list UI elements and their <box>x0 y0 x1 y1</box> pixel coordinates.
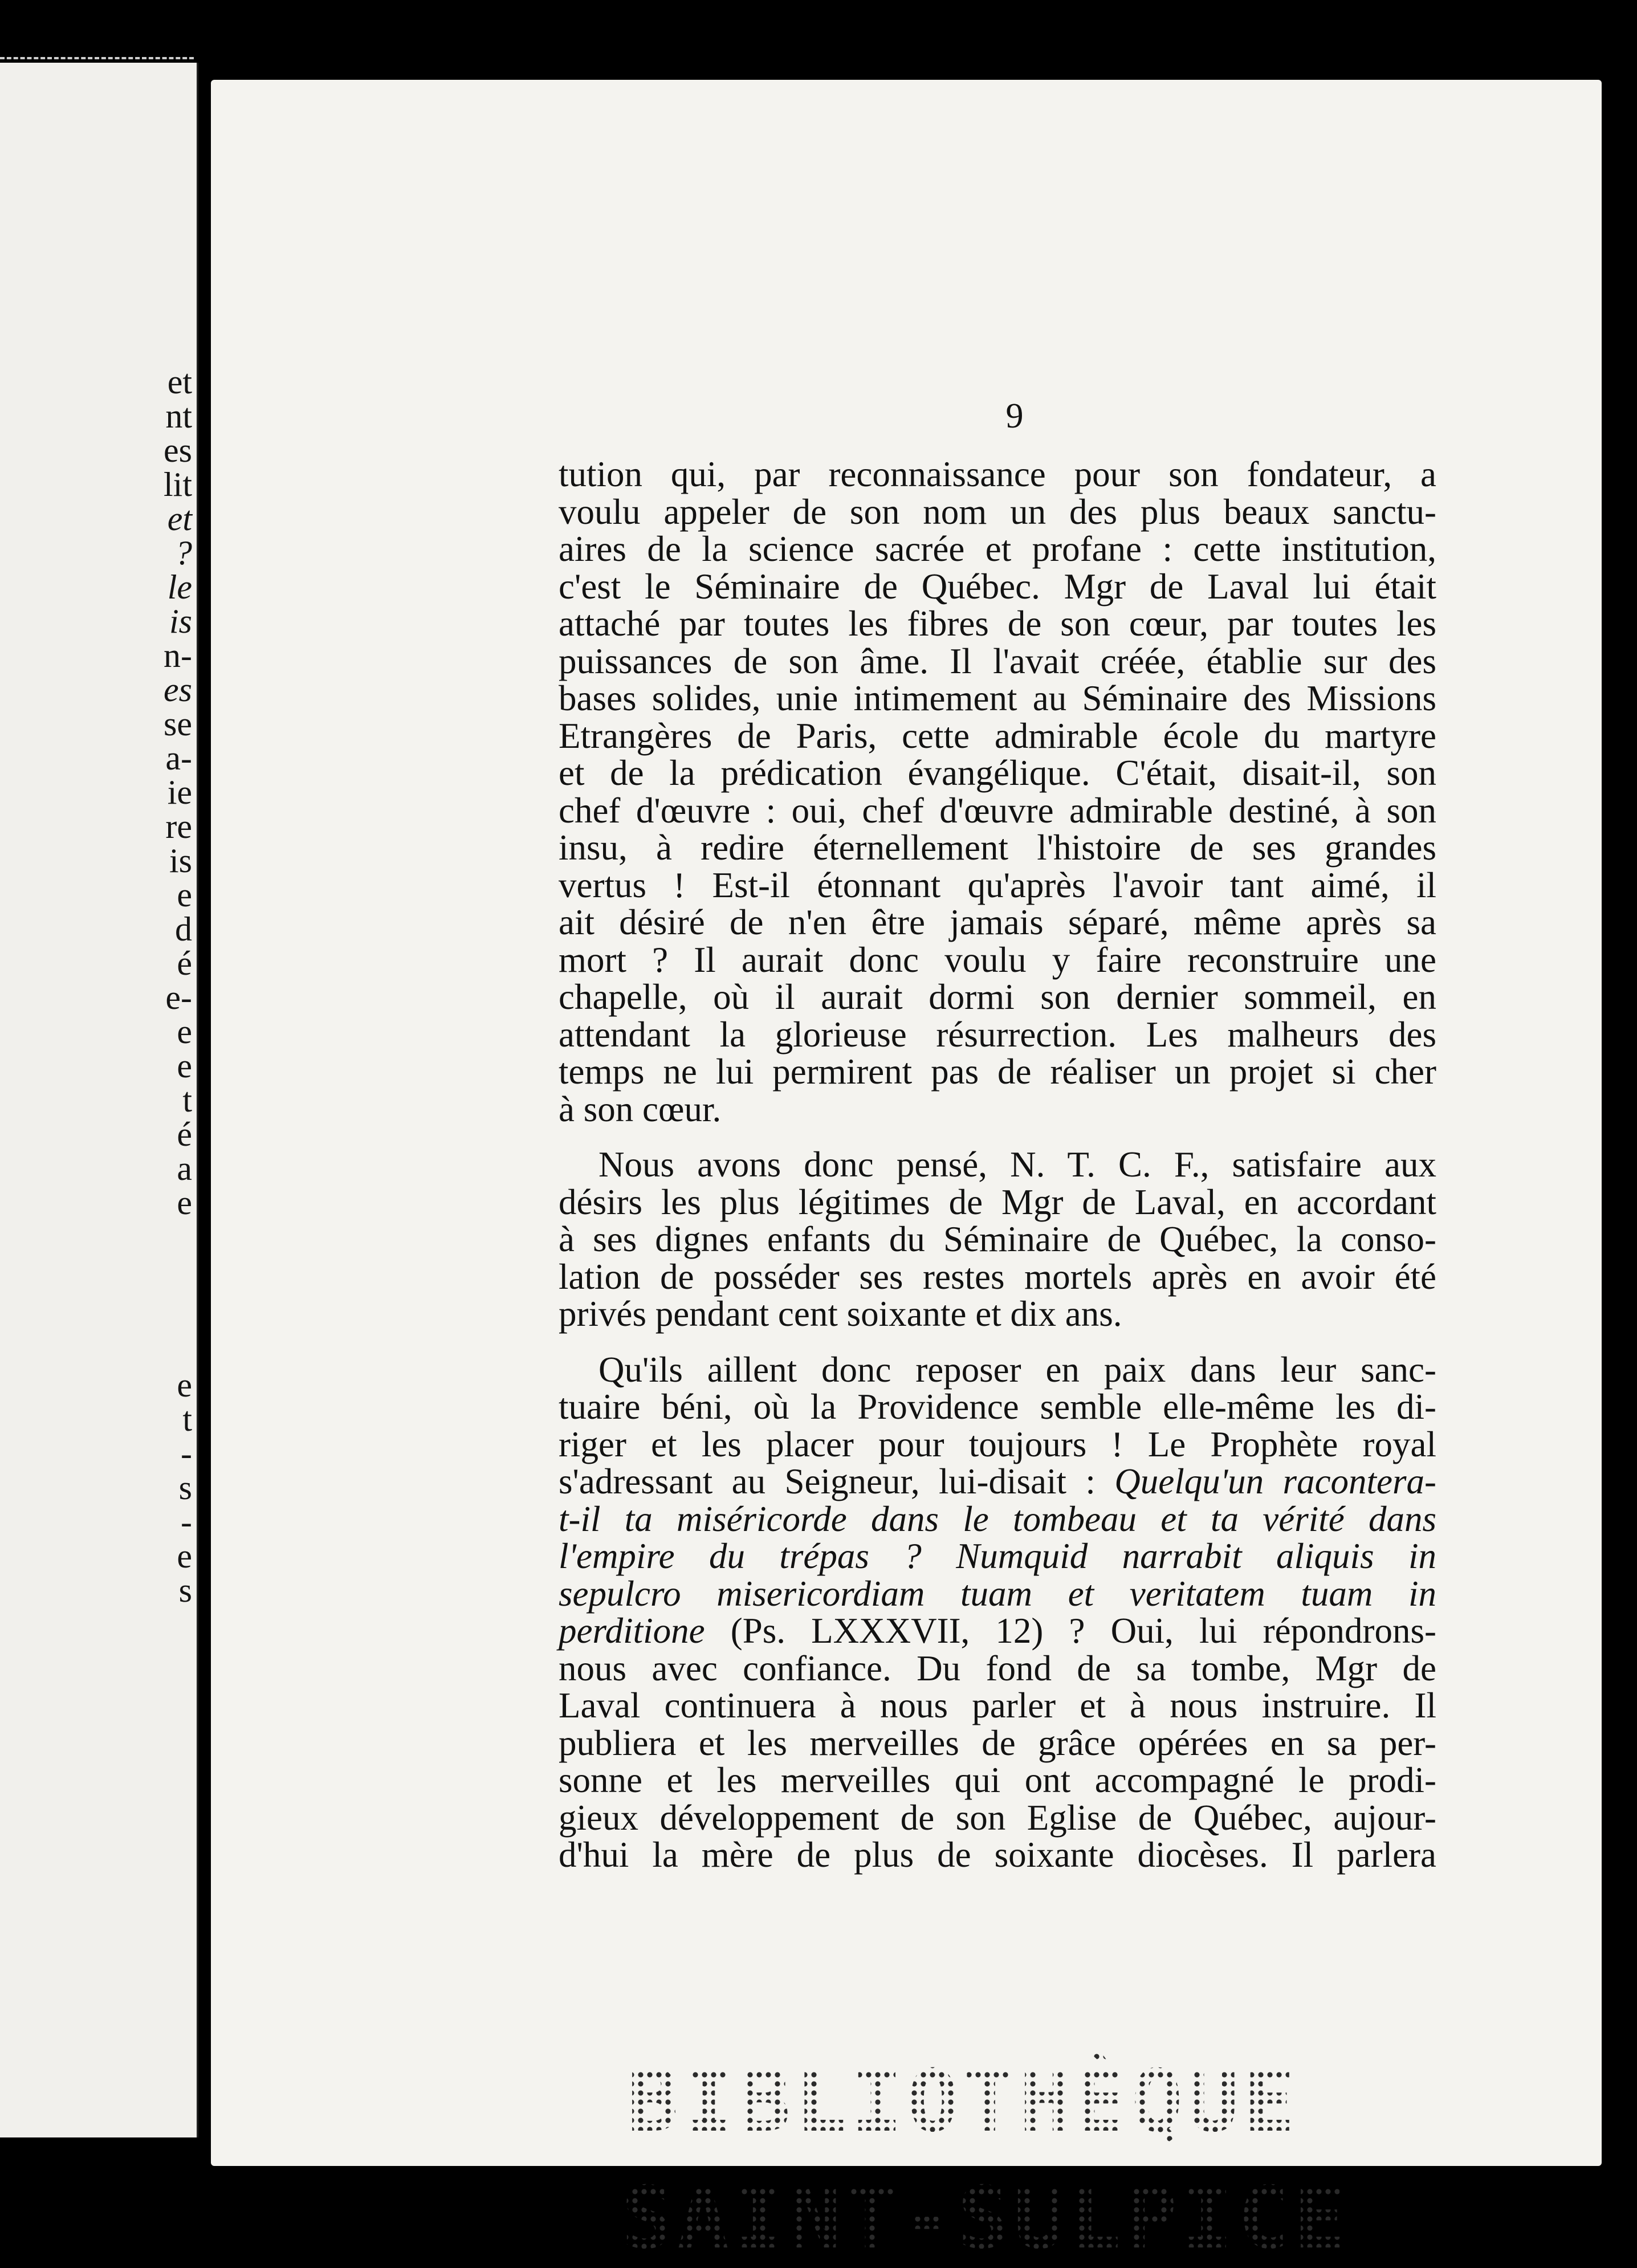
text-line: temps ne lui permirent pas de réaliser un projet si cher <box>559 1052 1436 1092</box>
text-line: privés pendant cent soixante et dix ans. <box>559 1294 1122 1334</box>
left-fragment-text: é <box>177 1115 192 1153</box>
text-line: mort ? Il aurait donc voulu y faire reconstruire une <box>559 939 1436 980</box>
left-fragment-text: - <box>181 1503 192 1541</box>
left-fragment-text: ? <box>175 534 192 572</box>
left-fragment-text: e <box>177 1184 192 1221</box>
left-fragment-text: e <box>177 1537 192 1575</box>
text-line <box>559 1613 1436 1650</box>
left-fragment-text: s <box>178 1571 192 1609</box>
left-fragment-text: t <box>182 1400 192 1438</box>
text-line: sonne et les merveilles qui ont accompagné le prodi- <box>559 1760 1436 1800</box>
left-fragment-text: s <box>178 1469 192 1506</box>
left-fragment-text: lit <box>163 466 192 503</box>
left-fragment-text: - <box>181 1435 192 1472</box>
italic-line: l'empire du trépas ? Numquid narrabit aliquis in <box>559 1536 1436 1576</box>
left-fragment-text: a <box>177 1150 192 1187</box>
left-fragment-text: e <box>177 1047 192 1085</box>
left-fragment-text: e <box>177 1013 192 1050</box>
paragraph-3 <box>559 1351 1436 1874</box>
left-fragment-text: is <box>169 842 192 879</box>
text-line: chapelle, où il aurait dormi son dernier sommeil, en <box>559 977 1436 1017</box>
text-line: Qu'ils aillent donc reposer en paix dans leur sanc- <box>598 1349 1436 1390</box>
text-line: lation de posséder ses restes mortels après en avoir été <box>559 1256 1436 1297</box>
text-line: aires de la science sacrée et profane : cette institution, <box>559 529 1436 569</box>
text-run: s'adressant au Seigneur, lui-disait : <box>559 1461 1115 1501</box>
left-fragment-text: é <box>177 944 192 982</box>
text-line: ait désiré de n'en être jamais séparé, même après sa <box>559 902 1436 942</box>
text-line: bases solides, unie intimement au Séminaire des Missions <box>559 678 1436 718</box>
body-text <box>559 456 1436 1874</box>
text-line <box>559 1463 1436 1501</box>
left-fragment-text: n- <box>164 637 192 674</box>
left-fragment-text: a- <box>165 739 192 777</box>
text-line: riger et les placer pour toujours ! Le Prophète royal <box>559 1424 1436 1464</box>
library-stamp-line-2 <box>621 2169 1350 2268</box>
text-line: tuaire béni, où la Providence semble elle-même les di- <box>559 1387 1436 1427</box>
text-line: à ses dignes enfants du Séminaire de Québec, la conso- <box>559 1219 1436 1259</box>
text-line: c'est le Séminaire de Québec. Mgr de Laval lui était <box>559 566 1436 606</box>
italic-run: perditione <box>559 1611 705 1651</box>
text-line: attaché par toutes les fibres de son cœur, par toutes les <box>559 604 1436 644</box>
left-fragment-text: es <box>164 671 192 709</box>
left-fragment-text: t <box>182 1081 192 1119</box>
page-number: 9 <box>1005 397 1024 435</box>
left-fragment-text: ie <box>167 773 192 811</box>
text-line: nous avec confiance. Du fond de sa tombe, Mgr de <box>559 1648 1436 1688</box>
left-fragment-text: nt <box>165 397 192 435</box>
paragraph-2 <box>559 1146 1436 1333</box>
text-line: vertus ! Est-il étonnant qu'après l'avoir tant aimé, il <box>559 865 1436 905</box>
left-fragment-text: es <box>164 431 192 469</box>
text-line: à son cœur. <box>559 1089 722 1129</box>
left-fragment-text: se <box>164 705 192 743</box>
italic-run: Quelqu'un racontera- <box>1114 1461 1436 1501</box>
left-fragment-text: e <box>177 876 192 914</box>
paragraph-1 <box>559 456 1436 1128</box>
stamp-text: BIBLIOTHÈQUE <box>627 2052 1300 2151</box>
text-line: d'hui la mère de plus de soixante diocèses. Il parlera <box>559 1835 1436 1875</box>
text-line: publiera et les merveilles de grâce opérées en sa per- <box>559 1723 1436 1763</box>
left-page-fragment <box>0 63 198 2137</box>
text-line: insu, à redire éternellement l'histoire de ses grandes <box>559 828 1436 868</box>
text-line: chef d'œuvre : oui, chef d'œuvre admirable destiné, à son <box>559 790 1436 830</box>
text-line: tution qui, par reconnaissance pour son fondateur, a <box>559 454 1436 494</box>
text-line: et de la prédication évangélique. C'était, disait-il, son <box>559 753 1436 793</box>
text-line: désirs les plus légitimes de Mgr de Laval, en accordant <box>559 1182 1436 1222</box>
italic-line: sepulcro misericordiam tuam et veritatem tuam in <box>559 1573 1436 1614</box>
library-stamp-line-1 <box>627 2052 1300 2151</box>
left-fragment-text: le <box>167 568 192 606</box>
left-fragment-text: e- <box>165 979 192 1016</box>
left-fragment-text: e <box>177 1366 192 1404</box>
text-run: (Ps. LXXXVII, 12) ? Oui, lui répondrons- <box>705 1611 1436 1651</box>
italic-line: t-il ta miséricorde dans le tombeau et ta vérité dans <box>559 1499 1436 1539</box>
text-line: Etrangères de Paris, cette admirable école du martyre <box>559 715 1436 756</box>
text-line: Nous avons donc pensé, N. T. C. F., satisfaire aux <box>598 1145 1436 1184</box>
text-line: voulu appeler de son nom un des plus beaux sanctu- <box>559 491 1436 532</box>
text-line: puissances de son âme. Il l'avait créée, établie sur des <box>559 641 1436 681</box>
text-line: Laval continuera à nous parler et à nous instruire. Il <box>559 1685 1436 1725</box>
left-fragment-text: et <box>167 500 192 538</box>
text-line: gieux développement de son Eglise de Québec, aujour- <box>559 1797 1436 1838</box>
stamp-text: SAINT-SULPICE <box>621 2169 1350 2268</box>
left-fragment-text: et <box>167 363 192 401</box>
left-fragment-text: d <box>175 910 192 948</box>
page <box>211 80 1602 2166</box>
text-line: attendant la glorieuse résurrection. Les malheurs des <box>559 1014 1436 1054</box>
left-fragment-text: is <box>169 602 192 640</box>
left-fragment-text: re <box>165 808 192 845</box>
